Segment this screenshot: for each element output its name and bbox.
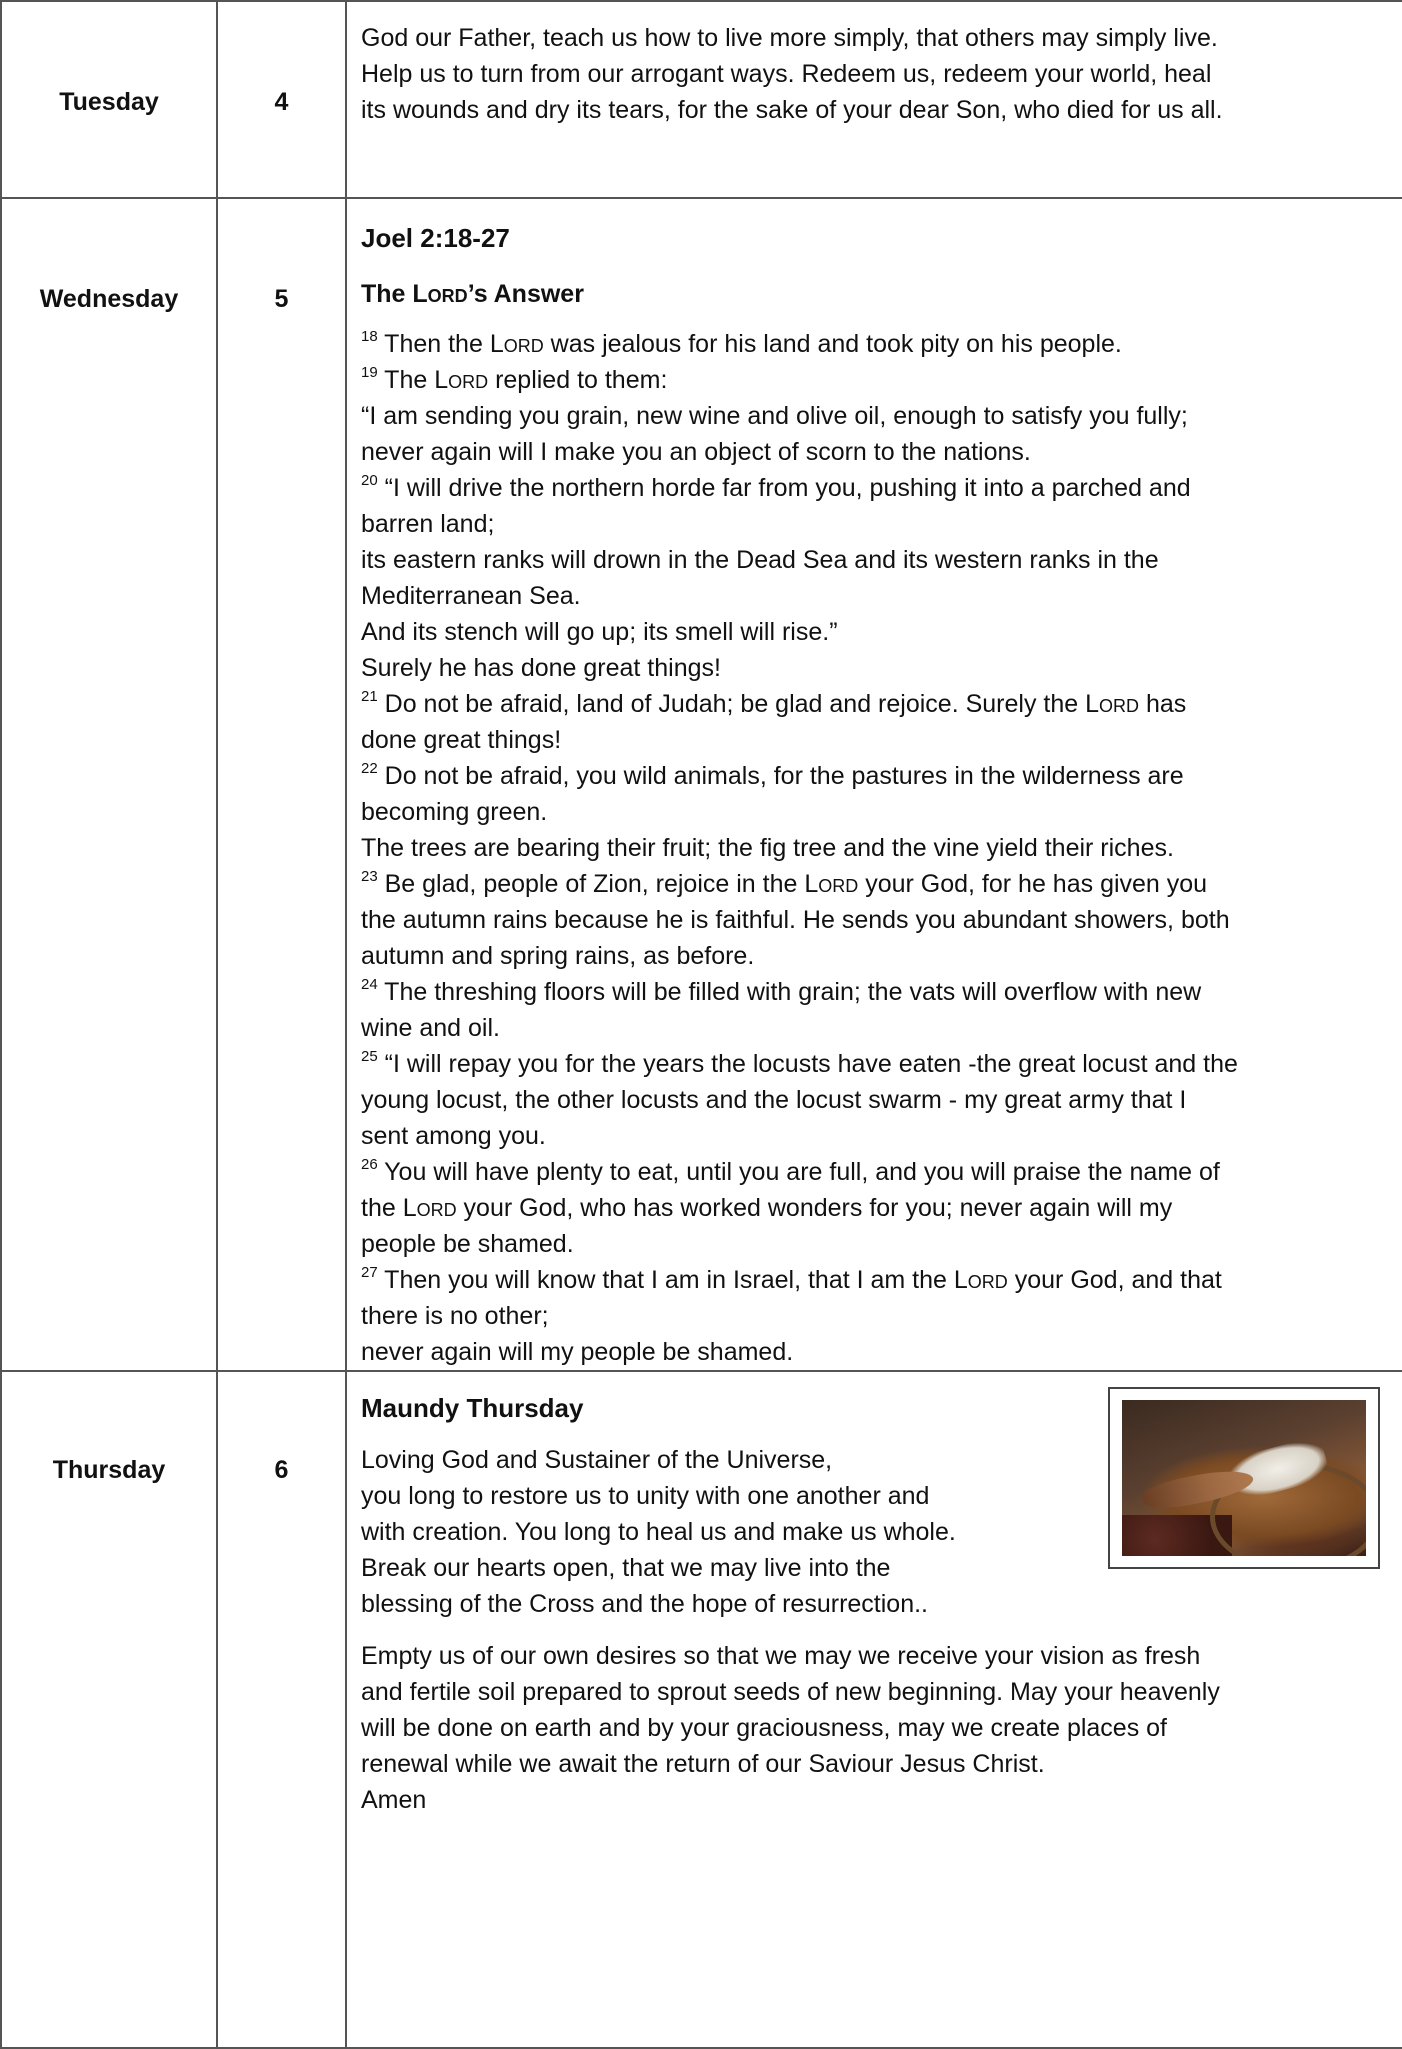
verse-text: Then you will know that I am in Israel, that I am the bbox=[377, 1266, 954, 1294]
verse-line bbox=[361, 758, 1388, 794]
verse-text: Then the bbox=[377, 330, 490, 358]
prayer-paragraph bbox=[361, 1638, 1388, 1818]
day-date: 4 bbox=[217, 1, 346, 198]
scripture-passage bbox=[346, 198, 1402, 1371]
prayer-line: with creation. You long to heal us and make us whole. bbox=[361, 1518, 956, 1546]
verse-text: your God, who has worked wonders for you; never again will my bbox=[456, 1194, 1173, 1222]
verse-number: 24 bbox=[361, 976, 378, 993]
verse-line bbox=[361, 974, 1388, 1010]
verse-number: 20 bbox=[361, 472, 378, 489]
verse-line: autumn and spring rains, as before. bbox=[361, 942, 755, 970]
day-name: Thursday bbox=[1, 1371, 217, 2048]
verse-number: 21 bbox=[361, 688, 378, 705]
lord-smallcaps: Lord bbox=[402, 1194, 457, 1222]
prayer-line: Loving God and Sustainer of the Universe, bbox=[361, 1446, 833, 1474]
day-date: 6 bbox=[217, 1371, 346, 2048]
day-name: Wednesday bbox=[1, 198, 217, 1371]
prayer-line: Break our hearts open, that we may live into the bbox=[361, 1554, 891, 1582]
title-lord: Lord bbox=[412, 280, 468, 308]
row-tuesday bbox=[1, 1, 1402, 198]
verse-text: Be glad, people of Zion, rejoice in the bbox=[377, 870, 805, 898]
verse-line: barren land; bbox=[361, 510, 495, 538]
verse-line: “I am sending you grain, new wine and olive oil, enough to satisfy you fully; bbox=[361, 402, 1188, 430]
verse-text: “I will repay you for the years the locusts have eaten -the great locust and the bbox=[377, 1050, 1238, 1078]
verse-line: sent among you. bbox=[361, 1122, 546, 1150]
title-text: The bbox=[361, 280, 413, 308]
verse-text: was jealous for his land and took pity on his people. bbox=[543, 330, 1122, 358]
prayer-line: blessing of the Cross and the hope of resurrection.. bbox=[361, 1590, 928, 1618]
verse-text: The threshing floors will be filled with grain; the vats will overflow with new bbox=[377, 978, 1202, 1006]
amen: Amen bbox=[361, 1786, 427, 1814]
verse-line bbox=[361, 362, 1388, 398]
verse-line: people be shamed. bbox=[361, 1230, 574, 1258]
verse-line: becoming green. bbox=[361, 798, 548, 826]
passage-title bbox=[361, 276, 1388, 312]
section-title: Maundy Thursday bbox=[361, 1393, 584, 1423]
lord-smallcaps: Lord bbox=[489, 330, 544, 358]
prayer-line: renewal while we await the return of our Saviour Jesus Christ. bbox=[361, 1750, 1045, 1778]
verse-line: wine and oil. bbox=[361, 1014, 500, 1042]
maundy-thursday-prayer bbox=[346, 1371, 1402, 2048]
row-wednesday bbox=[1, 198, 1402, 1371]
thursday-header bbox=[361, 1390, 1388, 1622]
verse-line bbox=[361, 1046, 1388, 1082]
verse-number: 27 bbox=[361, 1264, 378, 1281]
verse-line bbox=[361, 326, 1388, 362]
verse-line: Mediterranean Sea. bbox=[361, 582, 581, 610]
verse-number: 25 bbox=[361, 1048, 378, 1065]
verse-number: 23 bbox=[361, 868, 378, 885]
prayer-line: will be done on earth and by your graciousness, may we create places of bbox=[361, 1714, 1168, 1742]
verse-line: And its stench will go up; its smell will rise.” bbox=[361, 618, 838, 646]
verse-line bbox=[361, 1262, 1388, 1298]
verse-number: 18 bbox=[361, 328, 378, 345]
title-text: ’s Answer bbox=[467, 280, 584, 308]
verse-text: The bbox=[377, 366, 435, 394]
prayer-line: Empty us of our own desires so that we may we receive your vision as fresh bbox=[361, 1642, 1201, 1670]
prayer-line: and fertile soil prepared to sprout seeds of new beginning. May your heavenly bbox=[361, 1678, 1220, 1706]
verse-line bbox=[361, 470, 1388, 506]
verse-line: its eastern ranks will drown in the Dead Sea and its western ranks in the bbox=[361, 546, 1159, 574]
verse-text: Do not be afraid, you wild animals, for the pastures in the wilderness are bbox=[377, 762, 1184, 790]
day-date: 5 bbox=[217, 198, 346, 1371]
verse-text: “I will drive the northern horde far from you, pushing it into a parched and bbox=[377, 474, 1191, 502]
verse-number: 26 bbox=[361, 1156, 378, 1173]
verse-text: Do not be afraid, land of Judah; be glad and rejoice. Surely the bbox=[377, 690, 1086, 718]
verse-line: Surely he has done great things! bbox=[361, 654, 721, 682]
verse-line: the autumn rains because he is faithful. He sends you abundant showers, both bbox=[361, 906, 1230, 934]
row-thursday bbox=[1, 1371, 1402, 2048]
lord-smallcaps: Lord bbox=[804, 870, 859, 898]
verse-line bbox=[361, 686, 1388, 722]
verse-line bbox=[361, 866, 1388, 902]
verse-line: never again will I make you an object of scorn to the nations. bbox=[361, 438, 1031, 466]
prayer-line: its wounds and dry its tears, for the sake of your dear Son, who died for us all. bbox=[361, 96, 1223, 124]
lord-smallcaps: Lord bbox=[1085, 690, 1140, 718]
verse-line: never again will my people be shamed. bbox=[361, 1338, 794, 1366]
photo-frame bbox=[1108, 1387, 1380, 1569]
lord-smallcaps: Lord bbox=[953, 1266, 1008, 1294]
verses bbox=[361, 326, 1388, 1370]
verse-text: your God, for he has given you bbox=[858, 870, 1208, 898]
prayer-line: God our Father, teach us how to live more simply, that others may simply live. bbox=[361, 24, 1218, 52]
foot-washing-photo-icon bbox=[1122, 1400, 1366, 1556]
verse-text: your God, and that bbox=[1007, 1266, 1222, 1294]
prayer-line: you long to restore us to unity with one another and bbox=[361, 1482, 930, 1510]
day-name: Tuesday bbox=[1, 1, 217, 198]
verse-line: The trees are bearing their fruit; the fig tree and the vine yield their riches. bbox=[361, 834, 1174, 862]
passage-reference: Joel 2:18-27 bbox=[361, 223, 510, 253]
verse-text: replied to them: bbox=[488, 366, 668, 394]
verse-line bbox=[361, 1190, 1388, 1226]
prayer-text bbox=[346, 1, 1402, 198]
verse-text: You will have plenty to eat, until you are full, and you will praise the name of bbox=[377, 1158, 1220, 1186]
verse-number: 22 bbox=[361, 760, 378, 777]
verse-line bbox=[361, 1154, 1388, 1190]
prayer-line: Help us to turn from our arrogant ways. Redeem us, redeem your world, heal bbox=[361, 60, 1212, 88]
lord-smallcaps: Lord bbox=[434, 366, 489, 394]
verse-text: has bbox=[1139, 690, 1187, 718]
verse-text: the bbox=[361, 1194, 403, 1222]
verse-line: done great things! bbox=[361, 726, 562, 754]
verse-number: 19 bbox=[361, 364, 378, 381]
verse-line: there is no other; bbox=[361, 1302, 549, 1330]
verse-line: young locust, the other locusts and the locust swarm - my great army that I bbox=[361, 1086, 1187, 1114]
